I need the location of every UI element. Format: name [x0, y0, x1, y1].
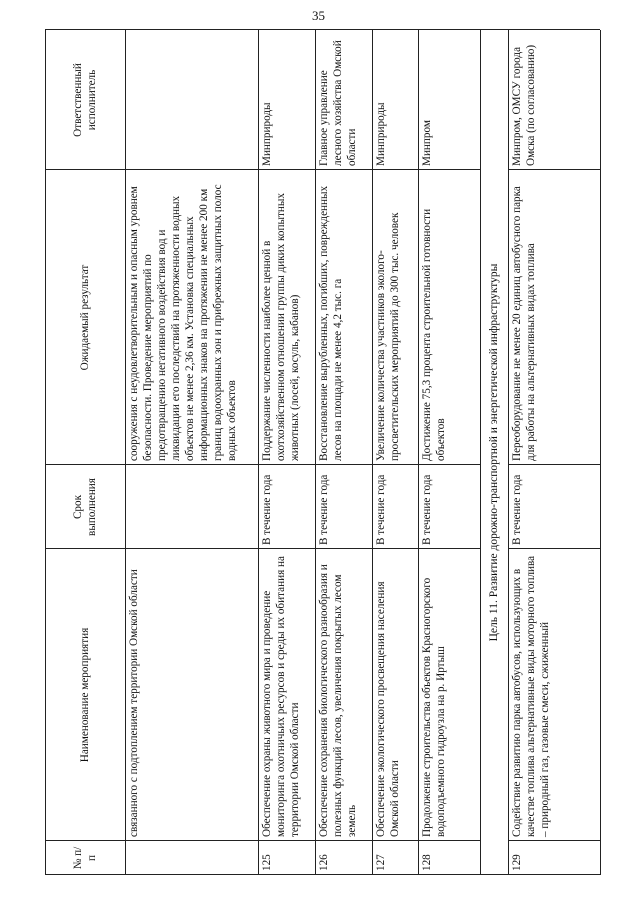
goal-heading: Цель 11. Развитие дорожно-транспортной и энергетической инфраструктуры [488, 263, 500, 642]
row-127-term: В течение года [375, 474, 387, 545]
row-125-name: Обеспечение охраны животного мира и проведение мониторинга охотничьих ресурсов и среды их обитания на территории Омской области [261, 556, 301, 837]
header-term: Срок выполнения [72, 478, 98, 536]
row-128-name: Продолжение строительства объектов Красногорского водоподъемного гидроузла на р. Иртыш [421, 577, 447, 837]
row-126-name: Обеспечение сохранения биологического разнообразия и полезных функций лесов, увеличения покрытых лесом земель [318, 564, 358, 837]
row-128-term: В течение года [421, 474, 433, 545]
row-129-name: Содействие развитию парка автобусов, использующих в качестве топлива альтернативные виды моторного топлива – природный газ, газовые смеси, сжиженный [511, 555, 551, 837]
page-number: 35 [312, 8, 325, 23]
row-128-executor: Минпром [421, 120, 433, 166]
row-128-num: 128 [421, 854, 433, 871]
row-127-executor: Минприроды [375, 102, 387, 166]
row-126-executor: Главное управление лесного хозяйства Омской области [318, 40, 358, 166]
header-executor: Ответственный исполнитель [72, 63, 98, 137]
row-127-num: 127 [375, 854, 387, 871]
row-125-term: В течение года [261, 474, 273, 545]
row-126-term: В течение года [318, 474, 330, 545]
row-126-num: 126 [318, 854, 330, 871]
row-127-name: Обеспечение экологического просвещения населения Омской области [375, 581, 401, 837]
table-rule [480, 30, 481, 875]
header-name: Наименование мероприятия [79, 627, 91, 763]
continuation-name: связанного с подтоплением территории Омской области [128, 569, 140, 837]
row-129-result: Переоборудование не менее 20 единиц автобусного парка для работы на альтернативных видах топлива [511, 186, 537, 461]
row-129-num: 129 [511, 854, 523, 871]
row-126-result: Восстановление вырубленных, погибших, поврежденных лесов на площади не менее 4,2 тыс. га [318, 185, 344, 461]
row-128-result: Достижение 75,3 процента строительной готовности объектов [421, 208, 447, 461]
row-125-num: 125 [261, 854, 273, 871]
row-129-term: В течение года [511, 474, 523, 545]
continuation-result: сооружения с неудовлетворительным и опасным уровнем безопасности. Проведение мероприятий по предотвращению негативного воздействия вод и ликвидации его последствий на протяженности водных объектов не менее 2,36 км. Установка специальных информационных знаков на протяжении не менее 200 км границ водоохранных зон и прибрежных защитных полос водных объектов [128, 184, 238, 461]
header-num: № п/п [72, 846, 98, 870]
row-127-result: Увеличение количества участников эколого-просветительских мероприятий до 300 тыс. человек [375, 212, 401, 461]
row-125-executor: Минприроды [261, 102, 273, 166]
table-rule [600, 30, 601, 875]
header-result: Ожидаемый результат [79, 264, 91, 371]
row-125-result: Поддержание численности наиболее ценной в охотхозяйственном отношении группы диких копытных животных (лосей, косуль, кабанов) [261, 192, 301, 461]
row-129-executor: Минпром, ОМСУ города Омска (по согласованию) [511, 44, 537, 166]
